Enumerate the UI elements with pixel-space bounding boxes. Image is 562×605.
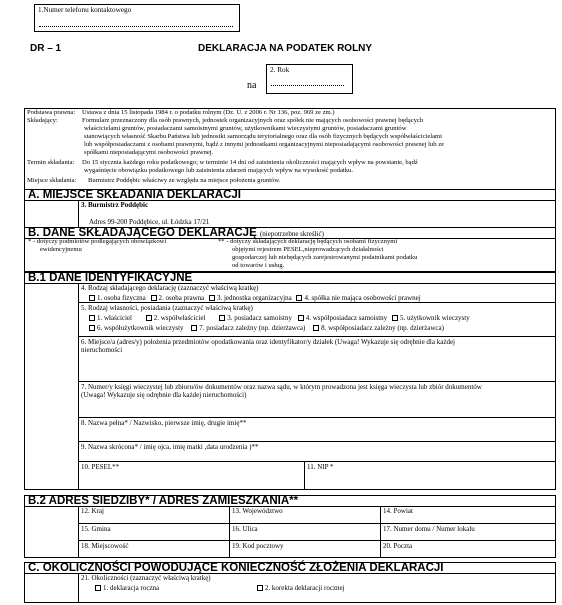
skladajacy-line: stanowiących własność Skarbu Państwa lub jednostki samorządu terytorialnego oraz dla osób fizycznych będących współwłaścicielami: [84, 133, 442, 140]
miejsce-label: Miejsce składania:: [27, 177, 77, 184]
field-3-box[interactable]: [78, 200, 556, 228]
section-b-title-text: B. DANE SKŁADAJĄCEGO DEKLARACJĘ: [28, 227, 257, 239]
field-8-box[interactable]: [78, 418, 556, 442]
field-10-label: 10. PESEL**: [81, 463, 120, 471]
field-21-label: 21. Okoliczności (zaznaczyć właściwą kratkę): [81, 574, 211, 582]
podstawa-label: Podstawa prawna:: [27, 109, 76, 116]
field-3-label: 3. Burmistrz Poddębic: [81, 201, 149, 209]
field-4-box: [78, 283, 556, 303]
b-right-note: gospodarczej lub niebędących zarejestrowanymi podatnikami podatku: [232, 254, 418, 261]
field-numer-domu[interactable]: [380, 523, 556, 541]
option-label: 3. posiadacz samoistny: [227, 314, 292, 322]
field-wojewodztwo[interactable]: [229, 506, 381, 524]
na-label: na: [247, 80, 257, 91]
field-miejscowosc[interactable]: [78, 540, 230, 558]
office-address: Adres 99-200 Poddębice, ul. Łódzka 17/21: [89, 218, 210, 226]
phone-box[interactable]: [34, 4, 240, 32]
field-kod-pocztowy[interactable]: [229, 540, 381, 558]
termin-label: Termin składania:: [27, 159, 75, 166]
field-6-label: 6. Miejsce/a (adres/y) położenia przedmiotów opodatkowania oraz identyfikator/y działek (Uwaga! Wykazuje się odrębnie dla każdej: [81, 338, 455, 346]
field-powiat[interactable]: [380, 506, 556, 524]
skladajacy-line: Formularz przeznaczony dla osób prawnych, jednostek organizacyjnych oraz spółek nie mających osobowości prawnej będących: [82, 117, 424, 124]
b-right-note: od towarów i usług.: [232, 262, 285, 269]
option-label: 3. jednostka organizacyjna: [216, 294, 292, 302]
option-label: 5. użytkownik wieczysty: [399, 314, 470, 322]
year-box[interactable]: [266, 64, 353, 94]
field-4-label: 4. Rodzaj składającego deklarację (zaznaczyć właściwą kratkę): [81, 284, 259, 292]
field-7-box[interactable]: [78, 382, 556, 418]
field-6-label: nieruchomości: [81, 346, 123, 354]
option-label: 8. współposiadacz zależny (np. dzierżawca): [321, 324, 444, 332]
checkbox-wspolposiadacz-zalezny[interactable]: [313, 324, 444, 332]
option-label: 2. osoba prawna: [158, 294, 205, 302]
field-8-label: 8. Nazwa pełna* / Nazwisko, pierwsze imię, drugie imię**: [81, 419, 247, 427]
field-9-box[interactable]: [78, 442, 556, 462]
checkbox-posiadacz-zalezny[interactable]: [191, 324, 305, 332]
miejsce-text: Burmistrz Poddębic właściwy ze względu na miejsce położenia gruntów.: [88, 177, 281, 184]
phone-dots: [39, 26, 233, 27]
termin-line: Do 15 stycznia każdego roku podatkowego; w terminie 14 dni od zaistnienia okoliczności mających wpływ na powstanie, bądź: [82, 159, 418, 166]
section-b-note: (niepotrzebne skreślić): [259, 230, 324, 238]
field-label: 19. Kod pocztowy: [232, 542, 284, 550]
skladajacy-line: lub współposiadaczami z osobami prawnymi, bądź z innymi jednostkami organizacyjnymi nieposiadającymi osobowości prawnej lub ze: [84, 141, 445, 148]
podstawa-text: Ustawa z dnia 15 listopada 1984 r. o podatku rolnym (Dz. U. z 2006 r. Nr 136, poz. 969 ze zm.): [82, 109, 335, 116]
field-6-box[interactable]: [78, 337, 556, 382]
checkbox-wlasciciel[interactable]: [89, 314, 132, 322]
year-dots: [271, 85, 344, 86]
checkbox-wspolposiadacz-samoistny[interactable]: [298, 314, 387, 322]
section-a-title: A. MIEJSCE SKŁADANIA DEKLARACJI: [24, 189, 556, 201]
section-b2-title: B.2 ADRES SIEDZIBY* / ADRES ZAMIESZKANIA**: [24, 495, 556, 507]
skladajacy-line: właścicielami gruntów, posiadaczami samoistnymi gruntów, użytkownikami wieczystymi gruntów, posiadaczami gruntów: [84, 125, 407, 132]
form-code: DR – 1: [30, 43, 62, 54]
form-title: DEKLARACJA NA PODATEK ROLNY: [198, 43, 373, 54]
field-label: 18. Miejscowość: [81, 542, 129, 550]
section-b1-title: B.1 DANE IDENTYFIKACYJNE: [24, 272, 556, 284]
option-label: 1. osoba fizyczna: [97, 294, 146, 302]
checkbox-osoba-fizyczna[interactable]: [89, 294, 146, 302]
field-label: 14. Powiat: [383, 507, 413, 515]
year-label: 2. Rok: [270, 66, 290, 74]
option-label: 2. współwłaściciel: [153, 314, 206, 322]
field-5-box: [78, 303, 556, 337]
checkbox-spolka[interactable]: [296, 294, 420, 302]
phone-label: 1.Numer telefonu kontaktowego: [38, 6, 132, 14]
checkbox-uzytkownik-wieczysty[interactable]: [392, 314, 470, 322]
option-label: 1. deklaracja roczna: [103, 584, 160, 592]
skladajacy-label: Składający:: [27, 117, 58, 124]
checkbox-korekta[interactable]: [257, 584, 345, 592]
checkbox-jednostka-organizacyjna[interactable]: [209, 294, 292, 302]
option-label: 6. współużytkownik wieczysty: [97, 324, 184, 332]
termin-line: wygaśnięcie obowiązku podatkowego lub zaistnienia zdarzeń mających wpływ na wysokość podatku.: [84, 167, 353, 174]
checkbox-osoba-prawna[interactable]: [151, 294, 205, 302]
field-gmina[interactable]: [78, 523, 230, 541]
checkbox-wspolwlasciciel[interactable]: [146, 314, 206, 322]
b-left-note: ewidencyjnemu: [40, 246, 82, 253]
section-c-title: C. OKOLICZNOŚCI POWODUJĄCE KONIECZNOŚĆ ZŁOŻENIA DEKLARACJI: [24, 562, 556, 574]
field-kraj[interactable]: [78, 506, 230, 524]
option-label: 2. korekta deklaracji rocznej: [264, 584, 345, 592]
field-5-label: 5. Rodzaj własności, posiadania (zaznaczyć właściwą kratkę): [81, 304, 253, 312]
field-9-label: 9. Nazwa skrócona* / imię ojca, imię matki ,data urodzenia )**: [81, 443, 259, 451]
field-7-label: (Uwaga! Wykazuje się odrębnie dla każdej nieruchomości): [81, 391, 247, 399]
field-11-box[interactable]: [304, 462, 556, 490]
option-label: 7. posiadacz zależny (np. dzierżawca): [199, 324, 306, 332]
option-label: 1. właściciel: [97, 314, 132, 322]
option-label: 4. współposiadacz samoistny: [305, 314, 388, 322]
field-11-label: 11. NIP *: [307, 463, 334, 471]
skladajacy-line: spółkami nieposiadającymi osobowości prawnej.: [84, 149, 214, 156]
field-label: 12. Kraj: [81, 507, 104, 515]
b-right-note: objętymi rejestrem PESEL,nieprowadzących działalności: [232, 246, 384, 253]
b-right-note: ** - dotyczy składających deklarację będących osobami fizycznymi: [218, 238, 398, 245]
field-label: 13. Województwo: [232, 507, 283, 515]
b-left-note: * - dotyczy podmiotów podlegających obowiązkowi: [28, 238, 167, 245]
field-label: 15. Gmina: [81, 525, 111, 533]
field-7-label: 7. Numer/y księgi wieczystej lub zbioru/ów dokumentów oraz nazwa sądu, w którym prowadzona jest księga wieczysta lub zbiór dokumentów: [81, 383, 482, 391]
field-10-box[interactable]: [78, 462, 305, 490]
option-label: 4. spółka nie mająca osobowości prawnej: [304, 294, 421, 302]
field-label: 16. Ulica: [232, 525, 258, 533]
field-label: 20. Poczta: [383, 542, 413, 550]
field-ulica[interactable]: [229, 523, 381, 541]
checkbox-deklaracja-roczna[interactable]: [95, 584, 159, 592]
field-label: 17. Numer domu / Numer lokalu: [383, 525, 475, 533]
checkbox-posiadacz-samoistny[interactable]: [219, 314, 292, 322]
field-poczta[interactable]: [380, 540, 556, 558]
checkbox-wspoluzytkownik-wieczysty[interactable]: [89, 324, 184, 332]
field-21-box: [78, 573, 556, 603]
